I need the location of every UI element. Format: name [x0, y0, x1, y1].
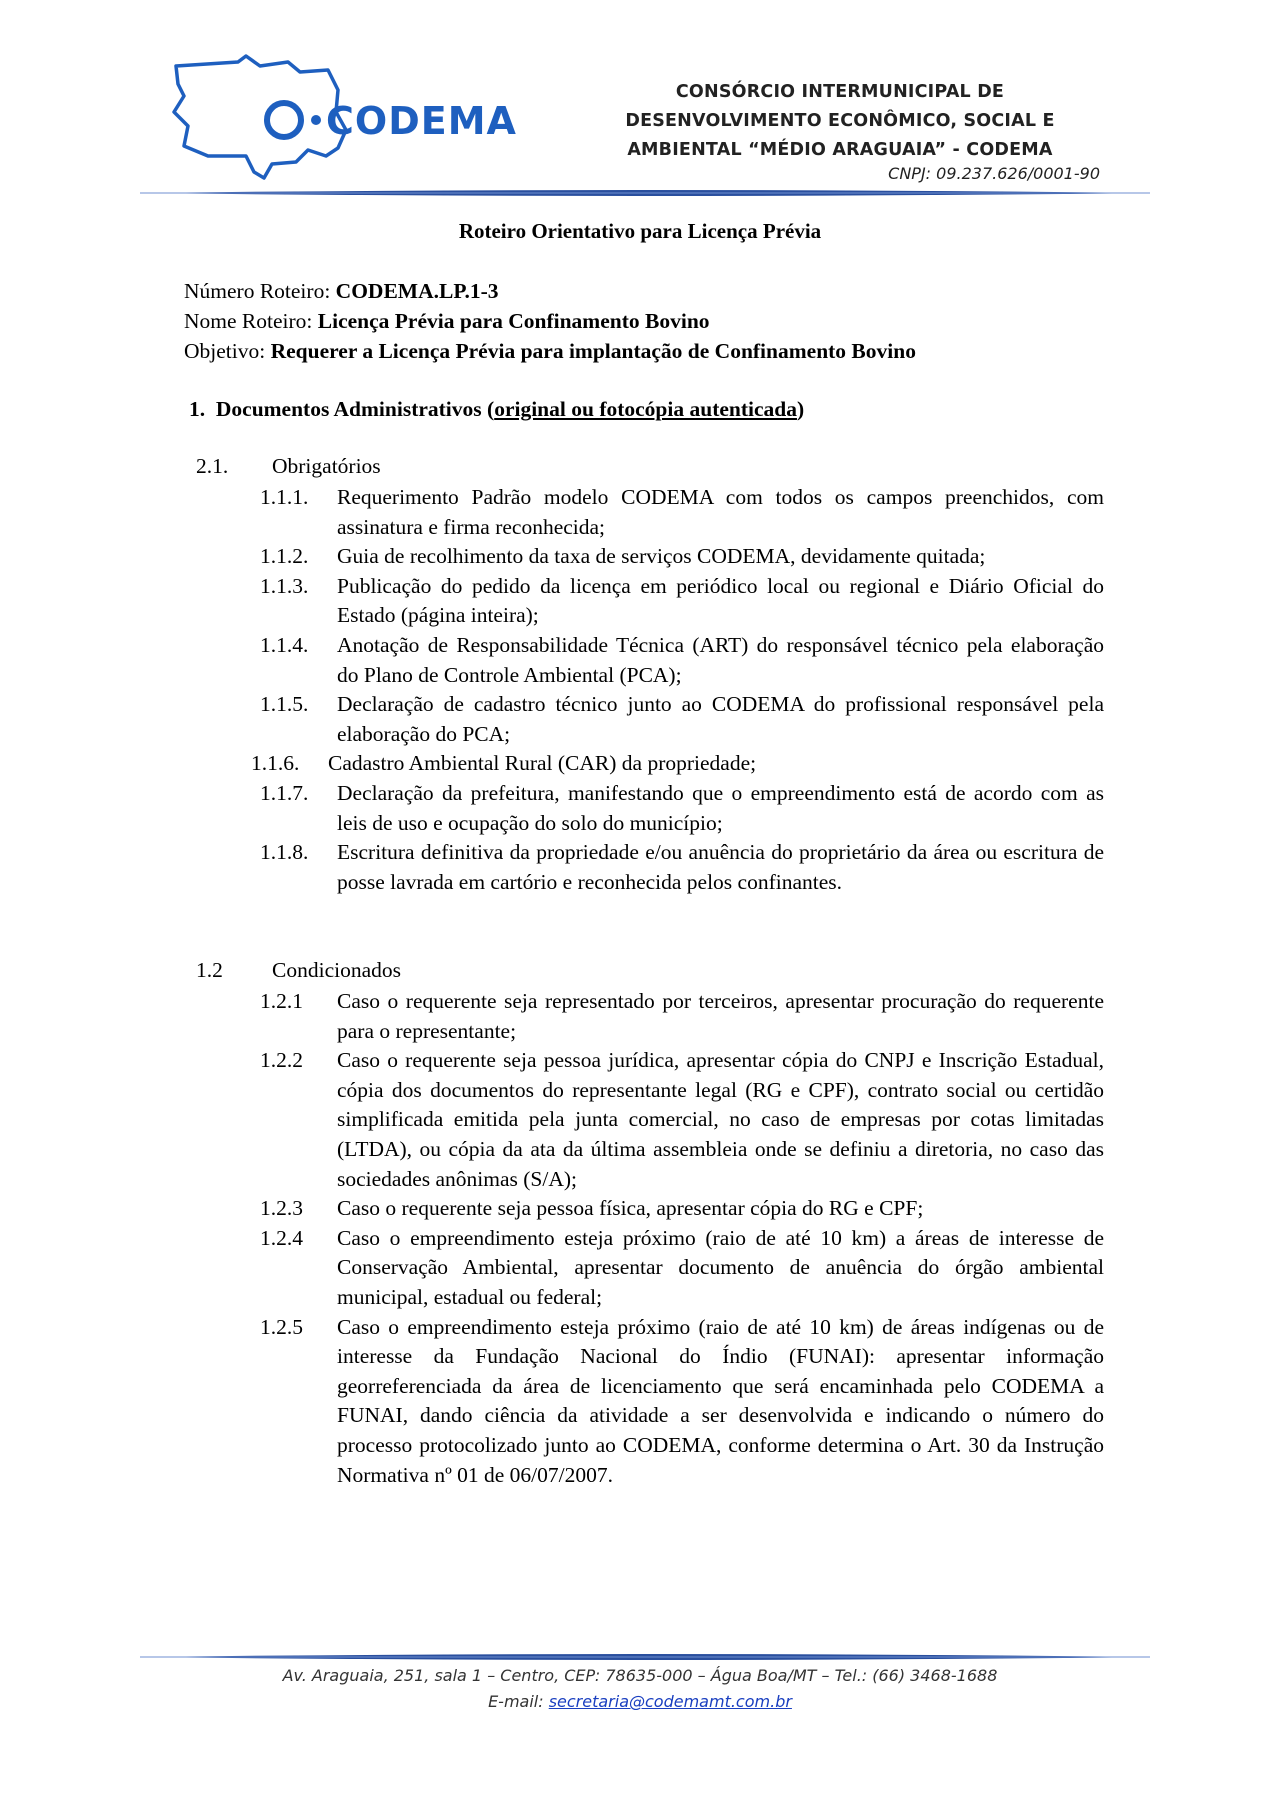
subsection-label: Obrigatórios	[272, 454, 381, 478]
state-map-outline-icon	[174, 56, 346, 178]
nome-roteiro-row	[184, 306, 916, 336]
list-item: 1.1.6. Cadastro Ambiental Rural (CAR) da propriedade;	[251, 751, 757, 776]
logo-dot-icon	[311, 115, 321, 125]
subsection-number: 1.2	[196, 958, 223, 982]
email-link[interactable]: secretaria@codemamt.com.br	[548, 1692, 792, 1711]
list-item: 1.2.1 Caso o requerente seja representado por terceiros, apresentar procuração do requerente para o representante;	[260, 989, 1104, 1043]
nome-label: Nome Roteiro:	[184, 309, 318, 333]
logo-ring-icon	[267, 103, 301, 137]
codema-logo	[168, 52, 548, 192]
email-label: E-mail:	[488, 1692, 549, 1711]
numero-label: Número Roteiro:	[184, 279, 336, 303]
document-meta	[184, 276, 916, 366]
numero-value: CODEMA.LP.1-3	[335, 279, 499, 303]
objetivo-label: Objetivo:	[184, 339, 271, 363]
list-item: 1.1.7. Declaração da prefeitura, manifestando que o empreendimento está de acordo com as leis de uso e ocupação do solo do município;	[260, 780, 1104, 835]
list-item: 1.1.4. Anotação de Responsabilidade Técnica (ART) do responsável técnico pela elaboração do Plano de Controle Ambiental (PCA);	[260, 632, 1104, 687]
list-item: 1.1.5. Declaração de cadastro técnico junto ao CODEMA do profissional responsável pela elaboração do PCA;	[260, 692, 1104, 746]
numero-roteiro-row	[184, 276, 916, 306]
org-line-1: CONSÓRCIO INTERMUNICIPAL DE	[675, 82, 1005, 102]
section-heading	[189, 397, 804, 422]
subsection-label: Condicionados	[272, 958, 401, 982]
nome-value: Licença Prévia para Confinamento Bovino	[317, 309, 710, 333]
obrigatorios-list	[251, 483, 1104, 897]
list-item: 1.1.3. Publicação do pedido da licença em periódico local ou regional e Diário Oficial do Estado (página inteira);	[260, 573, 1104, 628]
footer-email-row	[0, 1692, 1280, 1711]
section-title-a: Documentos Administrativos (	[215, 397, 495, 421]
cnpj-text: CNPJ: 09.237.626/0001-90	[888, 164, 1100, 183]
list-item: 1.1.2. Guia de recolhimento da taxa de serviços CODEMA, devidamente quitada;	[260, 544, 986, 569]
list-item: 1.2.3 Caso o requerente seja pessoa física, apresentar cópia do RG e CPF;	[260, 1196, 924, 1221]
header-divider	[140, 188, 1150, 198]
subsection-number: 2.1.	[196, 454, 229, 478]
list-item: 1.2.2 Caso o requerente seja pessoa jurídica, apresentar cópia do CNPJ e Inscrição Estadual, cópia dos documentos do representante legal (RG e CPF), contrato social ou certidão simplificada emitida pela junta comercial, no caso de empresas por cotas limitadas (LTDA), ou cópia da ata da última assembleia onde se definiu a diretoria, no caso das sociedades anônimas (S/A);	[260, 1048, 1104, 1191]
org-line-3: AMBIENTAL “MÉDIO ARAGUAIA” - CODEMA	[627, 140, 1053, 160]
footer-divider	[140, 1652, 1150, 1662]
logo-text: CODEMA	[326, 99, 517, 143]
section-title-underlined: original ou fotocópia autenticada	[494, 397, 797, 421]
list-item: 1.1.8. Escritura definitiva da propriedade e/ou anuência do proprietário da área ou escritura de posse lavrada em cartório e reconhecida pelos confinantes.	[260, 840, 1104, 894]
list-item: 1.2.5 Caso o empreendimento esteja próximo (raio de até 10 km) de áreas indígenas ou de interesse da Fundação Nacional do Índio (FUNAI): apresentar informação georreferenciada da área de licenciamento que será encaminhada pelo CODEMA a FUNAI, dando ciência da atividade a ser desenvolvida e indicando o número do processo protocolizado junto ao CODEMA, conforme determina o Art. 30 da Instrução Normativa nº 01 de 06/07/2007.	[260, 1314, 1104, 1487]
list-item: 1.2.4 Caso o empreendimento esteja próximo (raio de até 10 km) a áreas de interesse de Conservação Ambiental, apresentar documento de anuência do órgão ambiental municipal, estadual ou federal;	[260, 1225, 1104, 1309]
section-title-b: )	[796, 397, 805, 421]
document-title: Roteiro Orientativo para Licença Prévia	[458, 219, 822, 243]
org-line-2: DESENVOLVIMENTO ECONÔMICO, SOCIAL E	[625, 111, 1055, 131]
condicionados-list	[260, 987, 1104, 1490]
objetivo-value: Requerer a Licença Prévia para implantação de Confinamento Bovino	[270, 339, 916, 363]
list-item: 1.1.1. Requerimento Padrão modelo CODEMA com todos os campos preenchidos, com assinatura e firma reconhecida;	[260, 485, 1104, 539]
section-number: 1.	[189, 397, 206, 421]
footer-address: Av. Araguaia, 251, sala 1 – Centro, CEP: 78635-000 – Água Boa/MT – Tel.: (66) 3468-1688	[282, 1666, 998, 1685]
objetivo-row	[184, 336, 916, 366]
organization-name	[580, 78, 1100, 165]
